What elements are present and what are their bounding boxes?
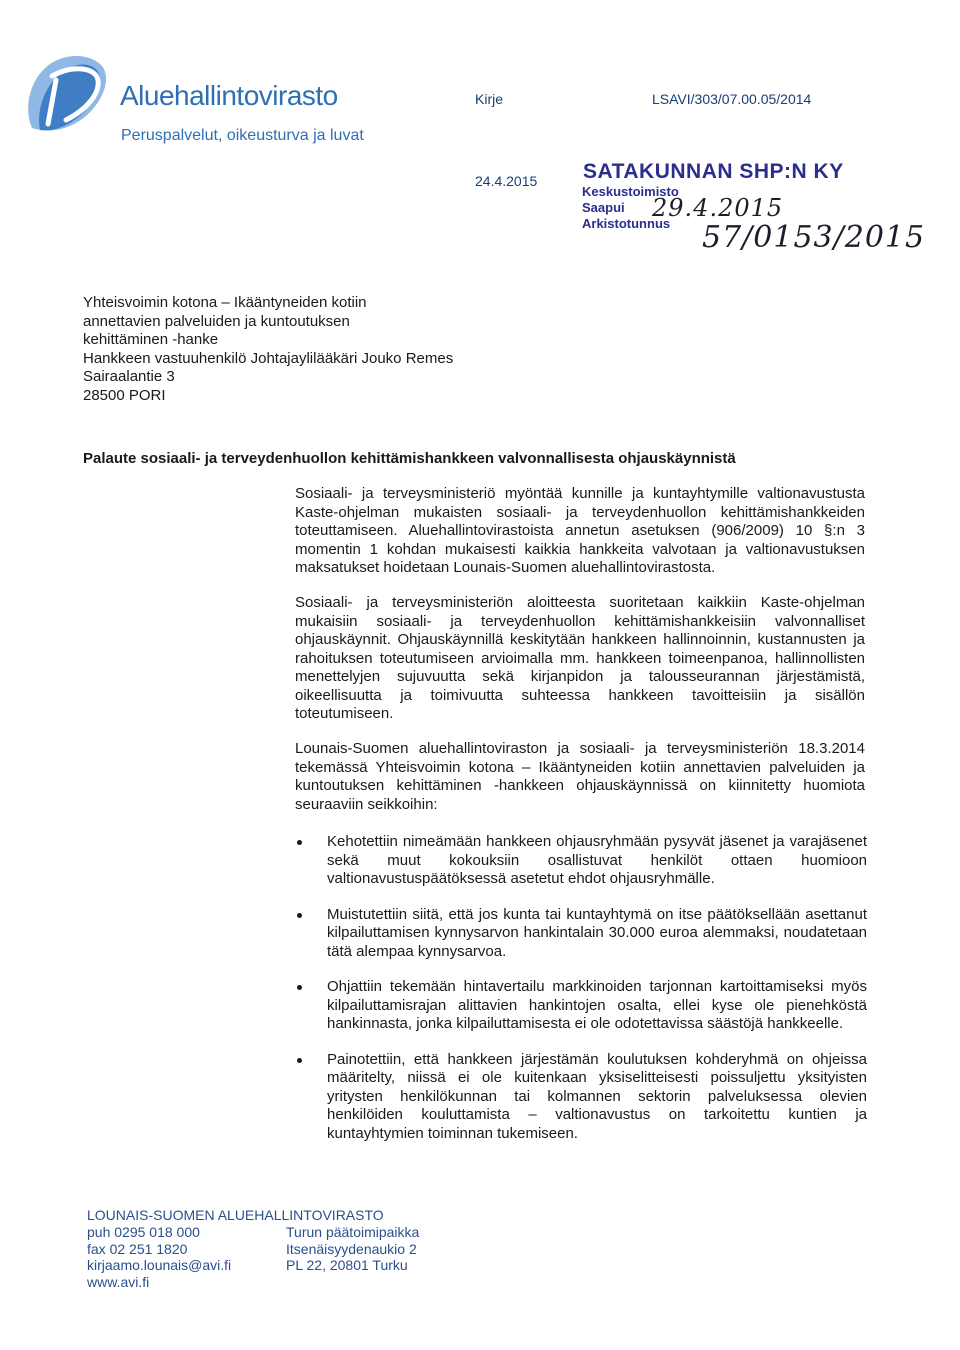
received-stamp [580, 158, 926, 268]
organization-name: Aluehallintovirasto [120, 80, 338, 111]
footer-fax: fax 02 251 1820 [87, 1240, 188, 1257]
recipient-line: Hankkeen vastuuhenkilö Johtajaylilääkäri Jouko Remes [83, 349, 454, 367]
organization-logo-icon [22, 50, 112, 140]
stamp-office-line: Keskustoimisto [582, 184, 679, 199]
recipient-line: Sairaalantie 3 [83, 368, 175, 386]
footer-organization: LOUNAIS-SUOMEN ALUEHALLINTOVIRASTO [87, 1207, 384, 1223]
footer-address [286, 1224, 419, 1274]
footer-email[interactable]: kirjaamo.lounais@avi.fi [87, 1257, 232, 1274]
handwritten-received-date: 29.4.2015 [652, 194, 784, 222]
stamp-received-label: Saapui [582, 200, 625, 215]
handwritten-archive-number: 57/0153/2015 [702, 220, 926, 255]
document-reference: LSAVI/303/07.00.05/2014 [652, 91, 812, 107]
recipient-line: kehittäminen -hanke [83, 331, 219, 349]
stamp-archive-label: Arkistotunnus [582, 216, 671, 231]
bullet-icon [297, 840, 302, 845]
bullet-icon [297, 913, 302, 918]
list-item [295, 978, 867, 1034]
stamp-organization: SATAKUNNAN SHP:N KY [583, 160, 844, 183]
recipient-line: 28500 PORI [83, 386, 166, 404]
body-paragraph: Lounais-Suomen aluehallintoviraston ja sosiaali- ja terveysministeriön 18.3.2014 tekemässä Yhteisvoimin kotona – Ikääntyneiden kotiin annettavien palveluiden ja kuntoutuksen kehittäminen -hankkeen ohjauskäynnissä on kiinnitetty huomiota seuraaviin seikkoihin: [295, 740, 865, 813]
letter-subject: Palaute sosiaali- ja terveydenhuollon kehittämishankkeen valvonnallisesta ohjauskäynnistä [83, 450, 736, 467]
footer-office: Turun päätoimipaikka [286, 1224, 420, 1240]
findings-list [295, 833, 867, 1160]
list-item [295, 906, 867, 962]
organization-subtitle: Peruspalvelut, oikeusturva ja luvat [121, 127, 364, 144]
list-item-text: Kehotettiin nimeämään hankkeen ohjausryhmään pysyvät jäsenet ja varajäsenet sekä muut kokouksiin osallistuvat henkilöt ottaen huomioon valtionavustuspäätöksessä asetetut ehdot ohjausryhmälle. [327, 833, 867, 887]
footer-postal: PL 22, 20801 Turku [286, 1257, 408, 1274]
footer-website[interactable]: www.avi.fi [87, 1273, 150, 1290]
list-item-text: Ohjattiin tekemään hintavertailu markkinoiden tarjonnan kartoittamiseksi myös kilpailuttamisrajan alittavien hankintojen osalta, ellei kyse ole pienehköstä hankinnasta, jonka kilpailuttamisesta ei ole odotettavissa säästöjä hankkeelle. [327, 978, 867, 1032]
recipient-address [83, 294, 453, 406]
body-paragraph: Sosiaali- ja terveysministeriö myöntää kunnille ja kuntayhtymille valtionavustusta Kaste-ohjelman mukaisten sosiaali- ja terveydenhuollon kehittämishankkeiden toteuttamiseen. Aluehallintovirastoista annetun asetuksen (906/2009) 10 §:n 3 momentin 1 kohdan mukaisesti kaikkia hankkeita valvotaan ja valtionavustuksen maksatukset hoidetaan Lounais-Suomen aluehallintovirastosta. [295, 485, 865, 576]
bullet-icon [297, 1058, 302, 1063]
footer-phone: puh 0295 018 000 [87, 1224, 200, 1240]
recipient-line: Yhteisvoimin kotona – Ikääntyneiden kotiin [83, 294, 367, 311]
document-date: 24.4.2015 [475, 173, 538, 189]
list-item-text: Painotettiin, että hankkeen järjestämän koulutuksen kohderyhmä on ohjeissa määritelty, niissä ei ole kuitenkaan yksiselitteisesti poissuljettu yksityisten yritysten henkilökunnan tai kolmannen sektorin palveluksessa olevien henkilöiden kouluttamista – valtionavustus on tarkoitettu kuntien ja kuntayhtymien toiminnan tukemiseen. [327, 1050, 867, 1142]
recipient-line: annettavien palveluiden ja kuntoutuksen [83, 312, 350, 330]
list-item [295, 833, 867, 889]
footer-street: Itsenäisyydenaukio 2 [286, 1240, 417, 1257]
bullet-icon [297, 985, 302, 990]
footer-contact [87, 1224, 231, 1290]
list-item [295, 1051, 867, 1144]
body-paragraph: Sosiaali- ja terveysministeriön aloitteesta suoritetaan kaikkiin Kaste-ohjelman mukaisiin sosiaali- ja terveydenhuollon kehittämishankkeisiin valvonnalliset ohjauskäynnit. Ohjauskäynnillä keskitytään hankkeen hallinnoinnin, kustannusten ja rahoituksen toteutumiseen arvioimalla mm. hankkeen toimeenpanoa, hallinnollisten menettelyjen sujuvuutta sekä kirjanpidon ja talousseurannan järjestämistä, oikeellisuutta ja toimivuutta suhteessa hankkeen tavoitteisiin ja sisällön toteutumiseen. [295, 594, 865, 722]
list-item-text: Muistutettiin siitä, että jos kunta tai kuntayhtymä on itse päätöksellään asettanut kilpailuttamisen kynnysarvon hankintalain 30.000 euroa alemmaksi, noudatetaan tätä alempaa kynnysarvoa. [327, 905, 867, 960]
document-type: Kirje [475, 91, 504, 107]
